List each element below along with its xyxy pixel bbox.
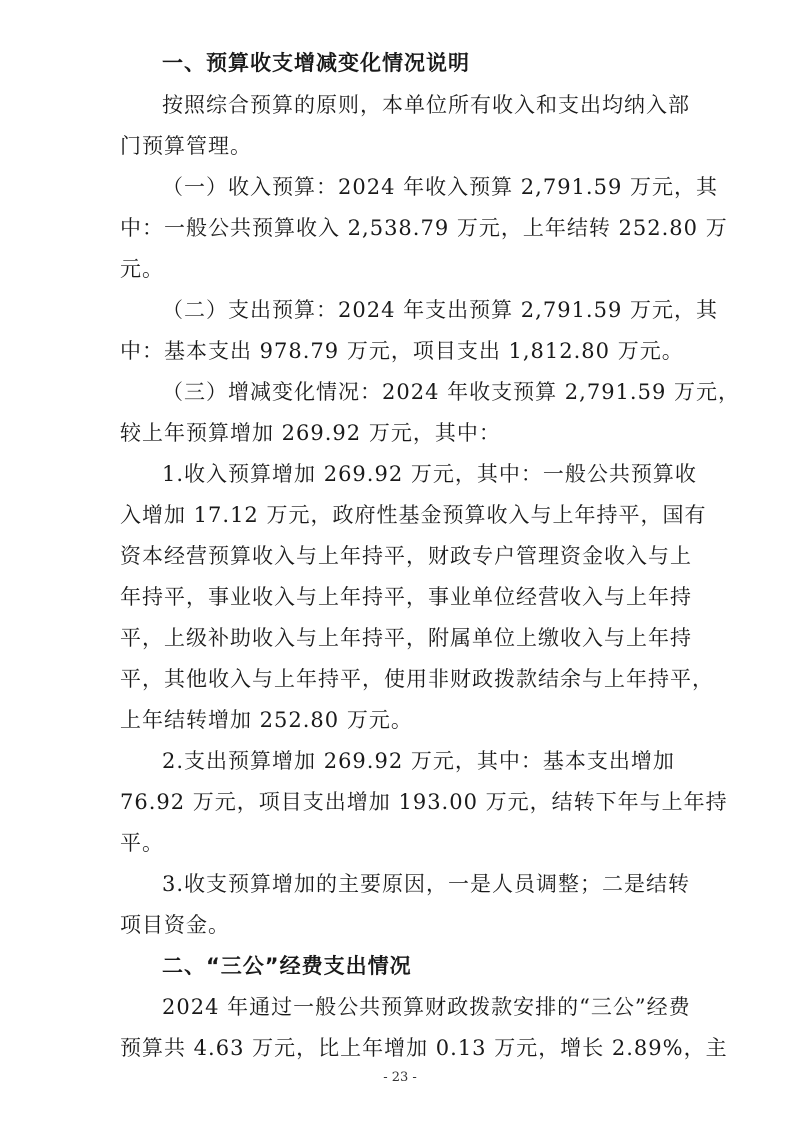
paragraph-line: 预算共 4.63 万元，比上年增加 0.13 万元，增长 2.89%，主 (120, 1036, 728, 1060)
paragraph-line: 上年结转增加 252.80 万元。 (120, 708, 413, 732)
paragraph-line: （三）增减变化情况：2024 年收支预算 2,791.59 万元， (162, 380, 740, 404)
paragraph-line: 2024 年通过一般公共预算财政拨款安排的“三公”经费 (162, 995, 691, 1019)
section-heading-three-public: 二、“三公”经费支出情况 (162, 954, 412, 978)
paragraph-line: 项目资金。 (120, 913, 230, 937)
paragraph-line: 入增加 17.12 万元，政府性基金预算收入与上年持平，国有 (120, 503, 707, 527)
paragraph-line: 76.92 万元，项目支出增加 193.00 万元，结转下年与上年持 (120, 790, 728, 814)
page-number: - 23 - (383, 1070, 417, 1085)
paragraph-line: （二）支出预算：2024 年支出预算 2,791.59 万元，其 (162, 298, 718, 322)
paragraph-line: 元。 (120, 257, 164, 281)
paragraph-line: 2.支出预算增加 269.92 万元，其中：基本支出增加 (162, 749, 675, 773)
paragraph-line: 3.收支预算增加的主要原因，一是人员调整；二是结转 (162, 872, 691, 896)
paragraph-line: 年持平，事业收入与上年持平，事业单位经营收入与上年持 (120, 585, 692, 609)
section-heading-budget-changes: 一、预算收支增减变化情况说明 (162, 51, 470, 75)
paragraph-line: 门预算管理。 (120, 134, 252, 158)
paragraph-line: 中：一般公共预算收入 2,538.79 万元，上年结转 252.80 万 (120, 216, 728, 240)
paragraph-line: 平，上级补助收入与上年持平，附属单位上缴收入与上年持 (120, 626, 692, 650)
paragraph-line: （一）收入预算：2024 年收入预算 2,791.59 万元，其 (162, 175, 718, 199)
paragraph-line: 较上年预算增加 269.92 万元，其中： (120, 421, 501, 445)
paragraph-line: 按照综合预算的原则，本单位所有收入和支出均纳入部 (162, 93, 690, 117)
paragraph-line: 平。 (120, 831, 164, 855)
paragraph-line: 平，其他收入与上年持平，使用非财政拨款结余与上年持平， (120, 667, 714, 691)
paragraph-line: 资本经营预算收入与上年持平，财政专户管理资金收入与上 (120, 544, 692, 568)
paragraph-line: 中：基本支出 978.79 万元，项目支出 1,812.80 万元。 (120, 339, 684, 363)
paragraph-line: 1.收入预算增加 269.92 万元，其中：一般公共预算收 (162, 462, 697, 486)
